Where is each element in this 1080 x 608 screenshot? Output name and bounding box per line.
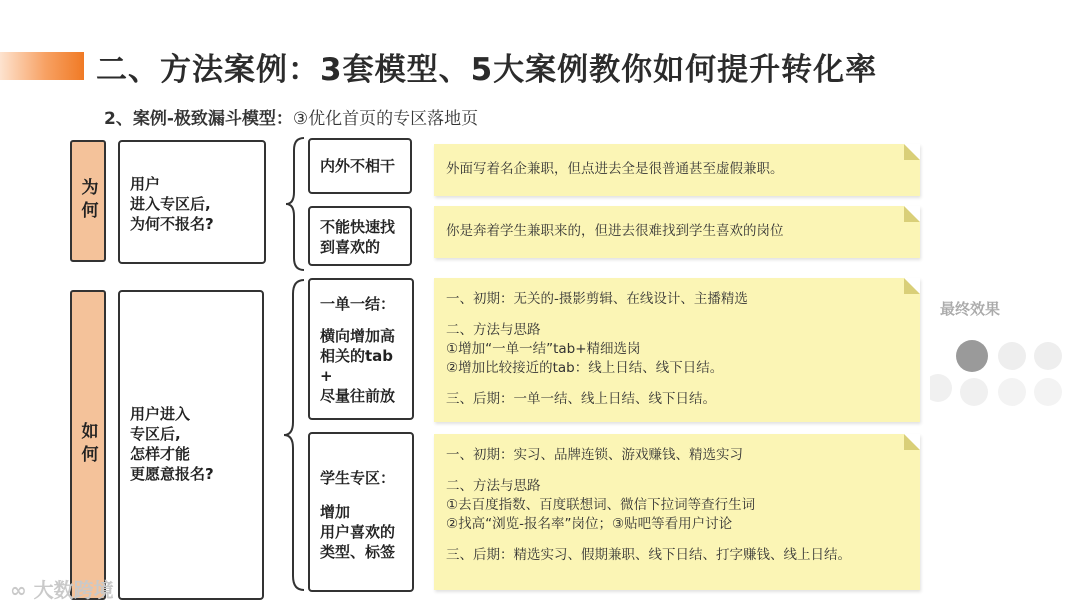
how-note-line: 一、初期：无关的-摄影剪辑、在线设计、主播精选 — [446, 291, 748, 307]
sticky-fold — [904, 434, 920, 450]
subtitle-prefix: 2、案例-极致漏斗模型： — [104, 109, 293, 129]
how-method-label: 相关的tab — [320, 347, 394, 365]
spacer — [446, 378, 908, 390]
how-method-label: 类型、标签 — [320, 543, 396, 561]
how-note-line: 一、初期：实习、品牌连锁、游戏赚钱、精选实习 — [446, 447, 743, 463]
watermark-logo-icon: ∞ — [10, 578, 27, 602]
why-note-1 — [434, 144, 920, 196]
spacer — [320, 314, 402, 326]
how-question-line: 更愿意报名? — [130, 465, 214, 483]
spacer — [320, 488, 402, 502]
how-note-line: 三、后期：一单一结、线上日结、线下日结。 — [446, 391, 716, 407]
why-tag: 为何 — [70, 140, 106, 262]
how-brace-icon — [282, 278, 308, 592]
how-note-line: ①去百度指数、百度联想词、微信下拉词等查行生词 — [446, 497, 756, 513]
how-question-line: 用户进入 — [130, 405, 191, 423]
watermark — [10, 574, 114, 603]
how-method-label: 尽量往前放 — [320, 387, 396, 405]
side-title: 最终效果 — [940, 300, 1001, 318]
how-note-line: ②增加比较接近的tab：线上日结、线下日结。 — [446, 360, 724, 376]
how-note-1 — [434, 278, 920, 422]
loading-dots-icon — [930, 330, 1070, 410]
sticky-fold — [904, 144, 920, 160]
how-method-label: + — [320, 367, 333, 385]
why-question-box — [118, 140, 266, 264]
how-question-box — [118, 290, 264, 600]
subtitle-rest: ③优化首页的专区落地页 — [292, 109, 479, 129]
how-tag: 如何 — [70, 290, 106, 600]
how-note-line: 三、后期：精选实习、假期兼职、线下日结、打字赚钱、线上日结。 — [446, 547, 851, 563]
how-method-label: 增加 — [320, 503, 351, 521]
why-reason-label: 到喜欢的 — [320, 238, 381, 256]
section-subtitle — [104, 104, 478, 129]
why-note-text: 你是奔着学生兼职来的，但进去很难找到学生喜欢的岗位 — [446, 223, 784, 239]
why-reason-label: 不能快速找 — [320, 218, 396, 236]
spacer — [446, 534, 908, 546]
how-method-label: 一单一结： — [320, 295, 396, 313]
spacer — [446, 309, 908, 321]
why-question-line: 为何不报名? — [130, 215, 214, 233]
why-question-line: 用户 — [130, 175, 161, 193]
how-note-line: ②找高“浏览-报名率”岗位；③贴吧等看用户讨论 — [446, 516, 733, 532]
how-question-line: 怎样才能 — [130, 445, 191, 463]
how-note-line: ①增加“一单一结”tab+精细选岗 — [446, 341, 641, 357]
how-method-box-1 — [308, 278, 414, 420]
spacer — [446, 465, 908, 477]
how-note-line: 二、方法与思路 — [446, 478, 541, 494]
sticky-fold — [904, 278, 920, 294]
how-method-label: 横向增加高 — [320, 327, 396, 345]
why-question-line: 进入专区后, — [130, 195, 211, 213]
how-method-box-2 — [308, 432, 414, 592]
why-reason-box-2 — [308, 206, 412, 266]
how-note-2 — [434, 434, 920, 590]
how-note-line: 二、方法与思路 — [446, 322, 541, 338]
watermark-text: 大数跨境 — [33, 578, 114, 602]
why-brace-icon — [284, 136, 308, 272]
why-note-2 — [434, 206, 920, 258]
title-accent-bar — [0, 52, 84, 80]
how-question-line: 专区后, — [130, 425, 181, 443]
page-title: 二、方法案例：3套模型、5大案例教你如何提升转化率 — [96, 52, 878, 88]
why-reason-box-1 — [308, 138, 412, 194]
why-note-text: 外面写着名企兼职，但点进去全是很普通甚至虚假兼职。 — [446, 161, 784, 177]
how-method-label: 学生专区： — [320, 469, 396, 487]
how-method-label: 用户喜欢的 — [320, 523, 396, 541]
sticky-fold — [904, 206, 920, 222]
why-reason-label: 内外不相干 — [320, 157, 396, 175]
